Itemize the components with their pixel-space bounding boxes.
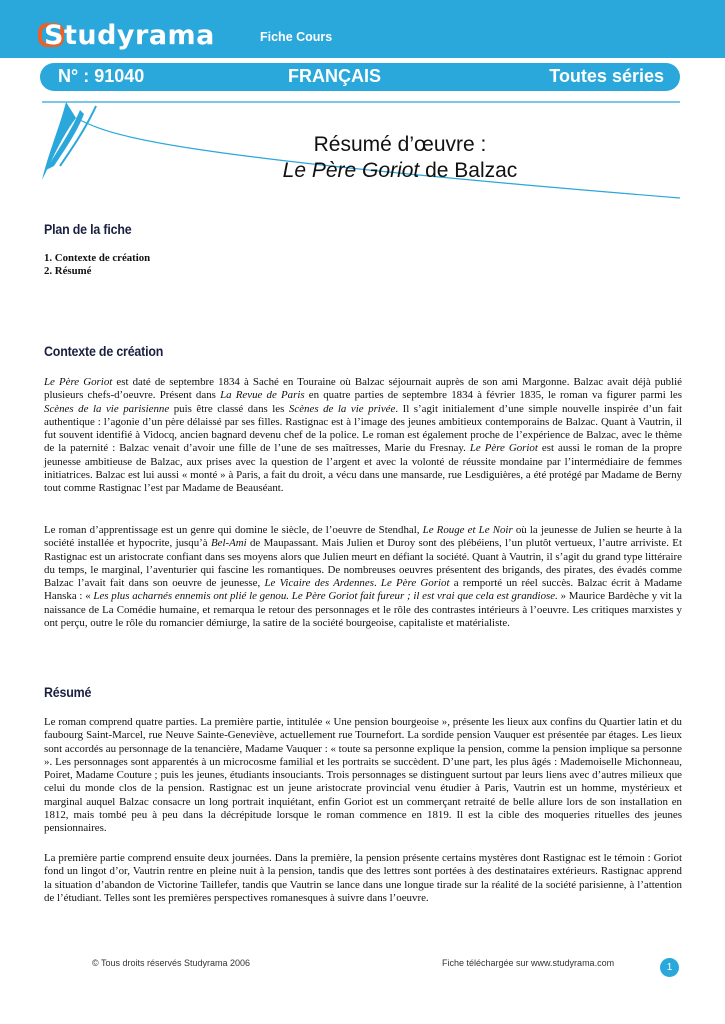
paragraph-text (44, 376, 682, 496)
italic-run: Scènes de la vie parisienne (44, 402, 170, 415)
italic-run: Le Père Goriot (44, 376, 113, 388)
logo-text: Studyrama (44, 19, 215, 51)
contexte-heading: Contexte de création (44, 344, 164, 359)
text-run: . (373, 577, 381, 590)
author-name: de Balzac (419, 159, 518, 182)
text-run: est aussi le roman de la propre jeunesse ambitieuse de Balzac, aux prises avec la question de l’argent et avec la volonté de réussite mondaine par l’intermédiaire de femmes initiatrices. Balzac est lui aussi « monté » à Paris, a fait du droit, a vécu dans une mansarde, rue Lesdiguières, a été protégé par Madame de Berny tout comme Rastignac l’est par Madame de Beauséant. (44, 442, 682, 495)
italic-run: La Revue de Paris (220, 389, 305, 402)
italic-run: Le Rouge et Le Noir (422, 524, 513, 536)
contexte-paragraph-1 (44, 376, 682, 496)
text-run: où la jeunesse de Julien se heurte à la société installée et hypocrite, jusqu’à (44, 524, 683, 550)
paragraph-text (44, 524, 682, 630)
title-line-1: Résumé d’œuvre : (313, 133, 487, 156)
resume-paragraph-1 (44, 716, 682, 836)
resume-paragraph-2 (44, 852, 682, 905)
text-run: Le roman d’apprentissage est un genre qui domine le siècle, de l’oeuvre de Stendhal, (44, 524, 423, 536)
text-run: puis être classé dans les (169, 402, 289, 415)
text-run: La première partie comprend ensuite deux journées. Dans la première, la pension présente certains mystères dont Rastignac est le témoin : Goriot fond un lingot d’or, Vautrin rentre en pleine nuit à la pension, tandis que des lettres sont portées à des destinataires extérieurs. Rastignac apprend la situation d’abandon de Victorine Taillefer, tandis que Vautrin se lance dans une longue tirade sur la réalité de la société parisienne, à l’attention de l’étudiant. Telles sont les premières perspectives romanesques à suivre dans l’oeuvre. (44, 852, 682, 904)
plan-heading: Plan de la fiche (44, 222, 132, 237)
subject-label: FRANÇAIS (288, 66, 381, 86)
italic-run: Bel-Ami (210, 537, 247, 550)
text-run: Le roman comprend quatre parties. La première partie, intitulée « Une pension bourgeoise », présente les lieux aux confins du Quartier latin et du faubourg Saint-Marcel, rue Neuve Sainte-Geneviève, actuellement rue Tournefort. La sordide pension Vauquer est présentée par étages. Les lieux sont accordés au personnage de la tenancière, Madame Vauquer : « toute sa personne explique la pension, comme la pension implique sa personne ». Les personnages sont apparentés à un microcosme familial et les portraits se succèdent. D’une part, les plus âgés : Mademoiselle Michonneau, Poiret, Madame Couture ; puis les jeunes, étudiants insouciants. Trois personnages se distinguent surtout par leurs liens avec d’autres milieux que celui du monde clos de la pension. Rastignac est un jeune aristocrate provincial venu étudier à Paris, Vautrin est un homme, mystérieux et marginal auquel Balzac consacre un long portrait inquiétant, enfin Goriot est un commerçant retraité de belle allure lors de son installation en 1812, mais tombé peu à peu dans la décrépitude lorsque le roman commence en 1819. Il est la cible des moqueries rituelles des jeunes pensionnaires. (44, 716, 682, 835)
resume-heading: Résumé (44, 685, 92, 700)
studyrama-logo[interactable] (38, 18, 215, 52)
work-title: Le Père Goriot (282, 159, 420, 182)
text-run: » Maurice Bardèche y vit la naissance de La Comédie humaine, et remarqua le retour des personnages et le rôle des contrastes intérieurs à l’oeuvre. Les critiques marxistes y ont perçu, outre le rôle du romancier démiurge, la satire de la société bourgeoise, capitaliste et matérialiste. (44, 590, 682, 630)
series-label: Toutes séries (549, 66, 664, 86)
text-run: de Maupassant. Mais Julien et Duroy sont des plébéiens, l’un plutôt vertueux, l’autre arriviste. Et Rastignac est un aristocrate confiant dans ses moyens alors que Julien meurt en défiant la société. Quant à Vautrin, il s’agit du grand type littéraire du temps, le marginal, l’aventurier qui fascine les romantiques. De nombreuses oeuvres présentent des brigands, des pirates, des évadés comme Balzac l’avait fait dans son oeuvre de jeunesse, (44, 537, 682, 590)
text-run: en quatre parties de septembre 1834 à février 1835, le roman va figurer parmi les (304, 389, 682, 402)
sheet-number: N° : 91040 (58, 66, 145, 86)
italic-run: Scènes de la vie privée (288, 402, 396, 415)
italic-run: Le Père Goriot (380, 577, 450, 590)
page-title (200, 132, 600, 184)
title-band (40, 63, 680, 91)
plan-item: 2. Résumé (44, 265, 92, 277)
section-label: Fiche Cours (260, 30, 333, 44)
italic-run: Les plus acharnés ennemis ont plié le genou. Le Père Goriot fait fureur ; il est vrai que cela est grandiose. (93, 590, 558, 603)
plan-list (44, 252, 150, 278)
text-run: . Il s’agit initialement d’une simple nouvelle inspirée d’un fait authentique : l’agonie d’un père délaissé par ses filles. Rastignac est à l’image des jeunes ambitieux contemporains de Balzac. Quant à Vautrin, il fut souvent identifié à Vidocq, ancien bagnard devenu chef de la police. Le roman est également proche de l’expérience de Balzac, avec le thème de la paternité : Balzac venait d’avoir une fille de l’une de ses maîtresses, Marie du Fresnay. (44, 402, 682, 455)
paragraph-text (44, 716, 682, 836)
title-line-2 (200, 158, 600, 184)
text-run: a remporté un réel succès. Balzac écrit à Madame Hanska : « (44, 577, 682, 603)
text-run: est daté de septembre 1834 à Saché en Touraine où Balzac séjournait auprès de son ami Margonne. Balzac avait déjà publié plusieurs chefs-d’oeuvre. Présent dans (44, 376, 682, 402)
plan-item: 1. Contexte de création (44, 252, 151, 264)
footer-download-link[interactable]: Fiche téléchargée sur www.studyrama.com (442, 958, 615, 968)
contexte-paragraph-2 (44, 524, 682, 630)
page-number-badge: 1 (660, 958, 679, 977)
footer-copyright: © Tous droits réservés Studyrama 2006 (92, 958, 251, 968)
italic-run: Le Vicaire des Ardennes (264, 577, 374, 590)
italic-run: Le Père Goriot (469, 442, 538, 455)
paragraph-text (44, 852, 682, 905)
